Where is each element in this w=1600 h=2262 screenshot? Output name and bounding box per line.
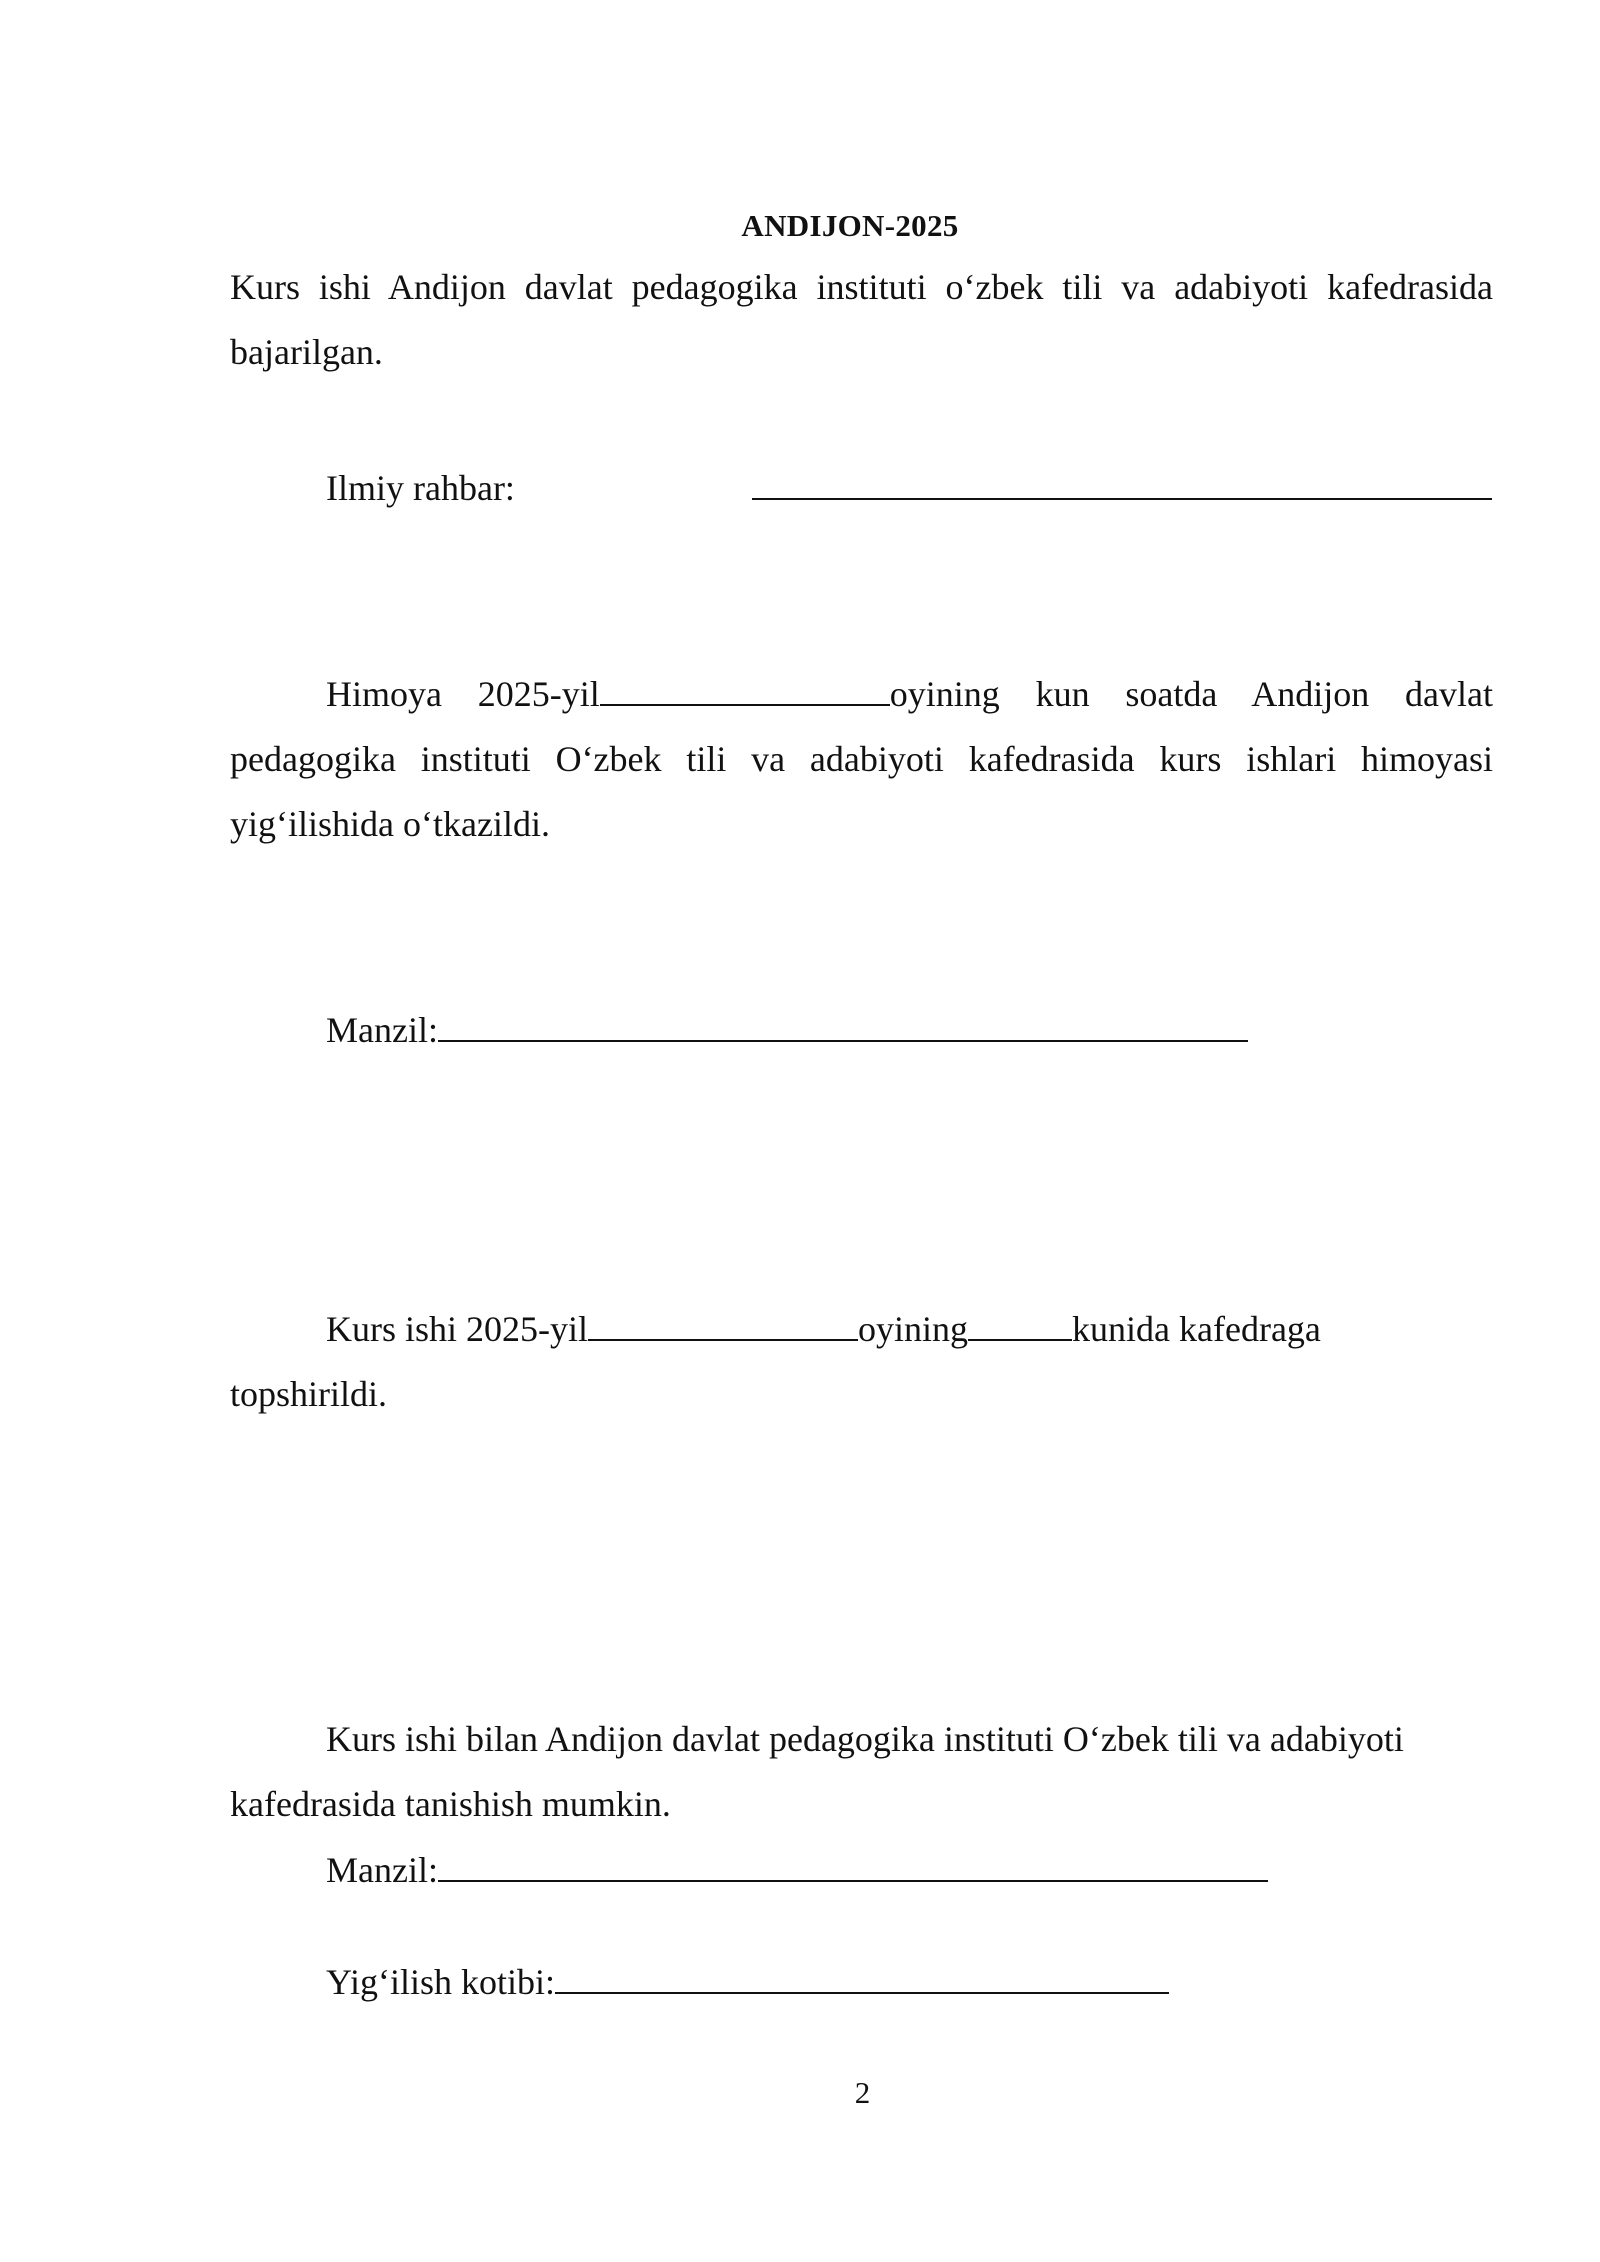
- submission-text-start: Kurs ishi 2025-yil: [326, 1309, 589, 1349]
- defense-month-blank[interactable]: [600, 676, 890, 706]
- address1-label: Manzil:: [326, 1010, 438, 1050]
- supervisor-label: Ilmiy rahbar:: [326, 468, 515, 508]
- address2-blank[interactable]: [438, 1852, 1268, 1882]
- submission-text-month: oyining: [858, 1309, 969, 1349]
- secretary-label: Yig‘ilish kotibi:: [326, 1962, 556, 2002]
- secretary-signature-blank[interactable]: [555, 1964, 1169, 1994]
- address1-blank[interactable]: [438, 1012, 1248, 1042]
- address2-label: Manzil:: [326, 1850, 438, 1890]
- defense-text-rest: oyining kun soatda Andijon davlat pedagogika instituti O‘zbek tili va adabiyoti kafedrasida kurs ishlari himoyasi yig‘ilishida o‘tkazildi.: [230, 674, 1493, 844]
- defense-text-start: Himoya 2025-yil: [326, 674, 600, 714]
- address1-line: [326, 998, 1248, 1063]
- familiarize-line-2: kafedrasida tanishish mumkin.: [230, 1784, 671, 1824]
- defense-paragraph: [230, 662, 1493, 857]
- submission-line-2: topshirildi.: [230, 1374, 388, 1414]
- page-number: 2: [854, 2075, 871, 2110]
- intro-paragraph: Kurs ishi Andijon davlat pedagogika instituti o‘zbek tili va adabiyoti kafedrasida bajarilgan.: [230, 267, 1493, 372]
- submission-line: [326, 1297, 1321, 1362]
- address2-line: [326, 1838, 1268, 1903]
- submission-text-end: kunida kafedraga: [1072, 1309, 1321, 1349]
- supervisor-signature-line[interactable]: [752, 470, 1492, 500]
- familiarize-line-1: Kurs ishi bilan Andijon davlat pedagogika instituti O‘zbek tili va adabiyoti: [326, 1719, 1404, 1759]
- document-heading: ANDIJON-2025: [741, 208, 959, 243]
- submission-month-blank[interactable]: [588, 1311, 858, 1341]
- secretary-line: [326, 1950, 1169, 2015]
- submission-day-blank[interactable]: [968, 1311, 1072, 1341]
